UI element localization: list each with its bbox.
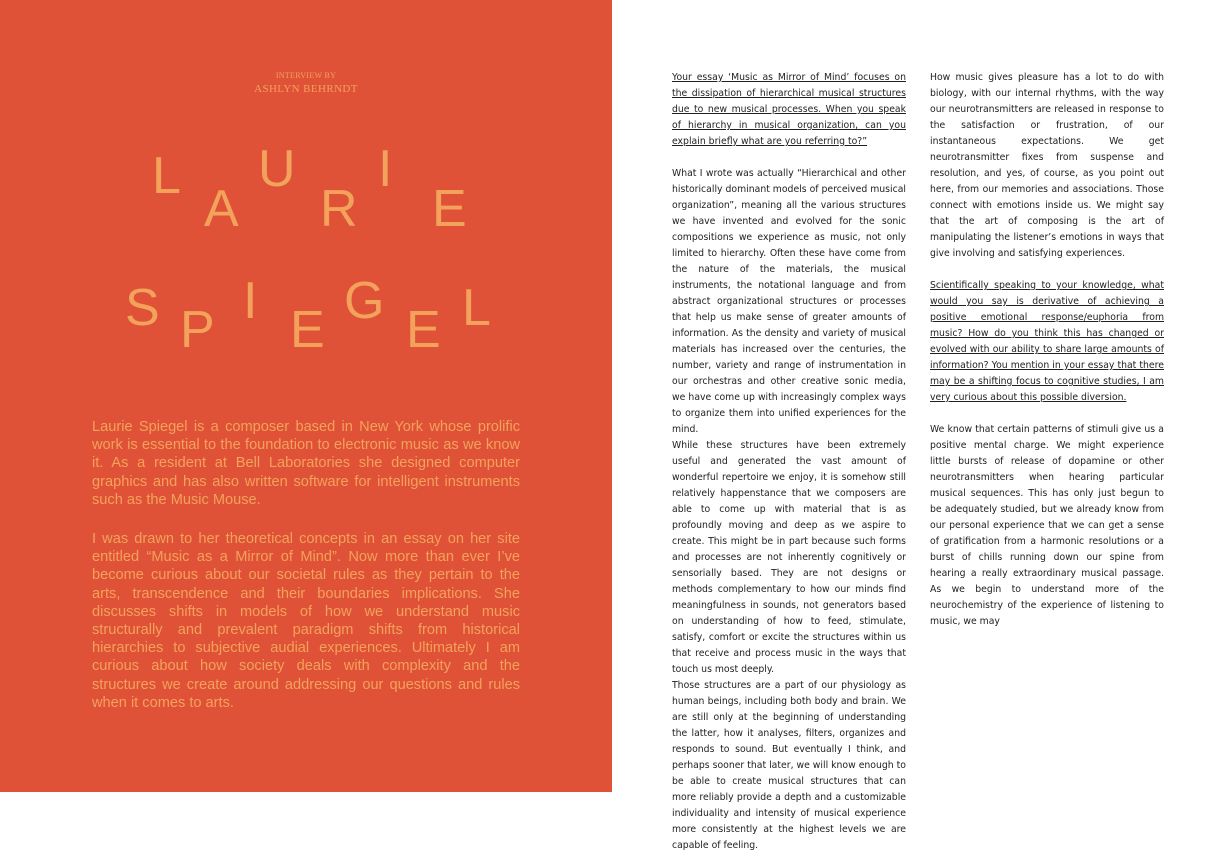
title-letter: E	[290, 301, 325, 359]
intro-paragraph-1: Laurie Spiegel is a composer based in New York whose prolific work is essential to the foundation to electronic music as we know it. As a resident at Bell Laboratories she designed computer graphics and has also written software for intelligent instruments such as the Music Mouse.	[92, 419, 520, 508]
title-letter: P	[180, 301, 215, 359]
title-letter: S	[125, 279, 160, 337]
interview-answer-paragraph: We know that certain patterns of stimuli give us a positive mental charge. We might experience little bursts of release of dopamine or other neurotransmitters when hearing particular musical sequences. This has only just begun to be adequately studied, but we already know from our personal experience that we can get a sense of gratification from a harmonic resolutions or a burst of chills running down our spine from hearing a really extraordinary musical passage. As we begin to understand more of the neurochemistry of the experience of listening to music, we may	[930, 424, 1164, 627]
title-letter: U	[258, 140, 296, 198]
left-page	[0, 0, 612, 792]
intro-paragraph-2: I was drawn to her theoretical concepts in an essay on her site entitled “Music as a Mirror of Mind”. Now more than ever I’ve become curious about our societal rules as they pertain to the arts, transcendence and their boundaries implications. She discusses shifts in models of how we understand music structurally and prevalent paradigm shifts from historical hierarchies to subjective audial experiences. Ultimately I am curious about how society deals with complexity and the structures we create around addressing our questions and rules when it comes to arts.	[92, 531, 520, 711]
title-letter: E	[406, 301, 441, 359]
right-page	[612, 0, 1224, 851]
interview-answer-paragraph: What I wrote was actually “Hierarchical and other historically dominant models of perceived musical organization”, meaning all the various structures we have invented and evolved for the sonic compositions we experience as music, not only limited to hierarchy. Often these have come from the nature of the materials, the musical instruments, the notational language and from abstract organizational structures or processes that help us make sense of greater amounts of information. As the density and variety of musical materials has increased over the centuries, the number, variety and range of instrumentation in our orchestras and other creative sonic media, we have come up with increasingly complex ways to organize them into unified experiences for the mind.	[672, 168, 906, 435]
interview-column-1	[672, 70, 906, 854]
title-letter: I	[378, 140, 393, 198]
title-letter: E	[432, 180, 467, 238]
byline-label: INTERVIEW BY	[275, 71, 337, 80]
title-letter: L	[462, 279, 491, 337]
byline-author: ASHLYN BEHRNDT	[254, 83, 358, 95]
title-letter: R	[320, 180, 358, 238]
title-letter: I	[243, 272, 258, 330]
interview-answer-paragraph: Those structures are a part of our physiology as human beings, including both body and brain. We are still only at the beginning of understanding the latter, how it analyses, filters, organizes and responds to sound. But eventually I think, and perhaps sooner that later, we will know enough to be able to create musical structures that can more reliably provide a depth and a customizable individuality and intensity of musical experience more consistently at the highest levels we are capable of feeling.	[672, 680, 906, 851]
interview-question-1: Your essay ‘Music as Mirror of Mind’ focuses on the dissipation of hierarchical musical structures due to new musical processes. When you speak of hierarchy in musical organization, can you explain briefly what are you referring to?”	[672, 72, 906, 147]
interview-column-2	[930, 70, 1164, 630]
title-letter: G	[344, 272, 385, 330]
interview-answer-paragraph: While these structures have been extremely useful and generated the vast amount of wonderful repertoire we enjoy, it is somehow still relatively happenstance that we composers are able to come up with material that is as profoundly moving and deep as we aspire to create. This might be in part because such forms and processes are not inherently cognitively or sensorially based. They are not designs or methods complementary to how our minds find meaningfulness in sounds, not generators based on understanding of how to feed, stimulate, satisfy, comfort or excite the structures within us that receive and process music in the ways that touch us most deeply.	[672, 440, 906, 675]
title-letter: L	[152, 147, 181, 205]
interview-answer-paragraph: How music gives pleasure has a lot to do with biology, with our internal rhythms, with the way our neurotransmitters are released in response to the satisfaction or frustration, of our instantaneous expectations. We get neurotransmitter fixes from suspense and resolution, and yes, of course, as you point out here, from our memories and associations. Those connect with emotions inside us. We might say that the art of composing is the art of manipulating the listener’s emotions in ways that give involving and satisfying experiences.	[930, 72, 1164, 259]
interview-question-2: Scientifically speaking to your knowledge, what would you say is derivative of achieving a positive emotional response/euphoria from music? How do you think this has changed or evolved with our ability to share large amounts of information? You mention in your essay that there may be a shifting focus to cognitive studies, I am very curious about this possible diversion.	[930, 280, 1164, 403]
title-letter: A	[204, 180, 239, 238]
